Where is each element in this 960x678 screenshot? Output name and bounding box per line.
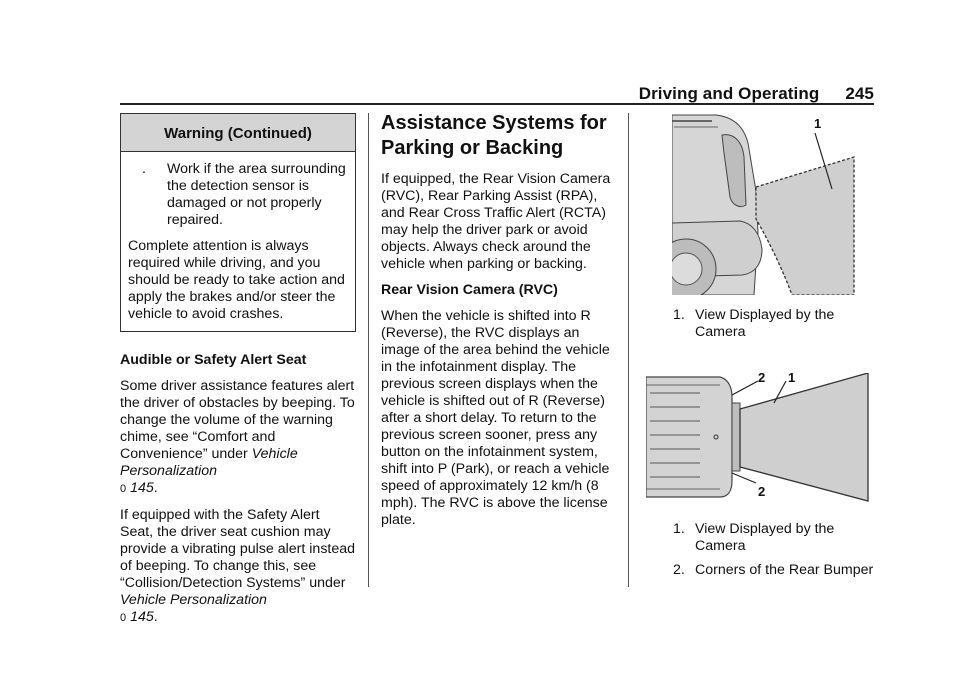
header-rule xyxy=(120,103,874,105)
page-number: 245 xyxy=(845,84,874,103)
rvc-paragraph: When the vehicle is shifted into R (Reverse), the RVC displays an image of the area behind the vehicle in the infotainment display. The previous screen displays when the vehicle is shifted out of R (Reverse) after a short delay. To return to the previous screen sooner, press any button on the infotainment system, shift into P (Park), or reach a vehicle speed of approximately 12 km/h (8 mph). The RVC is above the license plate. xyxy=(381,308,610,528)
caption-number: 2. xyxy=(673,562,685,578)
warning-title: Warning (Continued) xyxy=(121,114,355,152)
column-divider-2 xyxy=(628,113,629,587)
column-3 xyxy=(640,113,880,586)
figure-callout-1: 1 xyxy=(814,116,822,131)
caption-text: View Displayed by the Camera xyxy=(695,307,835,340)
chime-end: . xyxy=(153,480,158,496)
safety-seat-text: If equipped with the Safety Alert Seat, the driver seat cushion may provide a vibrating pulse alert instead of beeping. To change this, see “Collision/Detection Systems” under xyxy=(120,507,356,591)
figure-callout-2-top: 2 xyxy=(758,370,766,385)
safety-seat-paragraph xyxy=(120,507,356,627)
header-section: Driving and Operating xyxy=(638,84,820,103)
page-ref-number[interactable]: 145 xyxy=(130,609,154,625)
warning-box xyxy=(120,113,356,332)
column-1 xyxy=(120,113,356,636)
figure-callout-2-bottom: 2 xyxy=(758,484,766,499)
running-header xyxy=(639,84,874,104)
page-ref-icon: 0 xyxy=(120,612,127,624)
caption-number: 1. xyxy=(673,307,685,323)
chime-text: Some driver assistance features alert the driver of obstacles by beeping. To change the volume of the warning chime, see “Comfort and Convenience” under xyxy=(120,378,355,462)
caption-text: Corners of the Rear Bumper xyxy=(695,562,874,578)
bullet-mark: . xyxy=(142,161,146,177)
warning-bullet xyxy=(128,161,348,229)
figure1-caption xyxy=(673,307,880,341)
chime-paragraph xyxy=(120,378,356,498)
bullet-text: Work if the area surrounding the detection sensor is damaged or not properly repaired. xyxy=(167,161,346,228)
safety-seat-end: . xyxy=(153,609,158,625)
caption-number: 1. xyxy=(673,521,685,537)
column-divider-1 xyxy=(368,113,369,587)
caption-text: View Displayed by the Camera xyxy=(695,521,835,554)
rvc-heading: Rear Vision Camera (RVC) xyxy=(381,282,558,298)
page-ref-icon: 0 xyxy=(120,483,127,495)
figure-callout-1: 1 xyxy=(788,370,796,385)
section-title: Assistance Systems for Parking or Backing xyxy=(381,112,607,159)
alert-seat-heading: Audible or Safety Alert Seat xyxy=(120,352,307,368)
column-2 xyxy=(381,111,617,538)
camera-view-illustration xyxy=(672,113,882,295)
warning-paragraph: Complete attention is always required while driving, and you should be ready to take action and apply the brakes and/or steer the vehicle to avoid crashes. xyxy=(128,238,345,322)
page-ref-number[interactable]: 145 xyxy=(130,480,154,496)
warning-body xyxy=(121,152,355,331)
vehicle-personalization-link[interactable]: Vehicle Personalization xyxy=(120,446,298,479)
figure2-caption-2 xyxy=(673,562,880,579)
figure2-caption-1 xyxy=(673,521,880,555)
vehicle-personalization-link[interactable]: Vehicle Personalization xyxy=(120,592,267,608)
intro-paragraph: If equipped, the Rear Vision Camera (RVC), Rear Parking Assist (RPA), and Rear Cross Traffic Alert (RCTA) may help the driver park or avoid objects. Always check around the vehicle when parking or backing. xyxy=(381,171,611,272)
rear-bumper-view-illustration xyxy=(646,370,872,503)
